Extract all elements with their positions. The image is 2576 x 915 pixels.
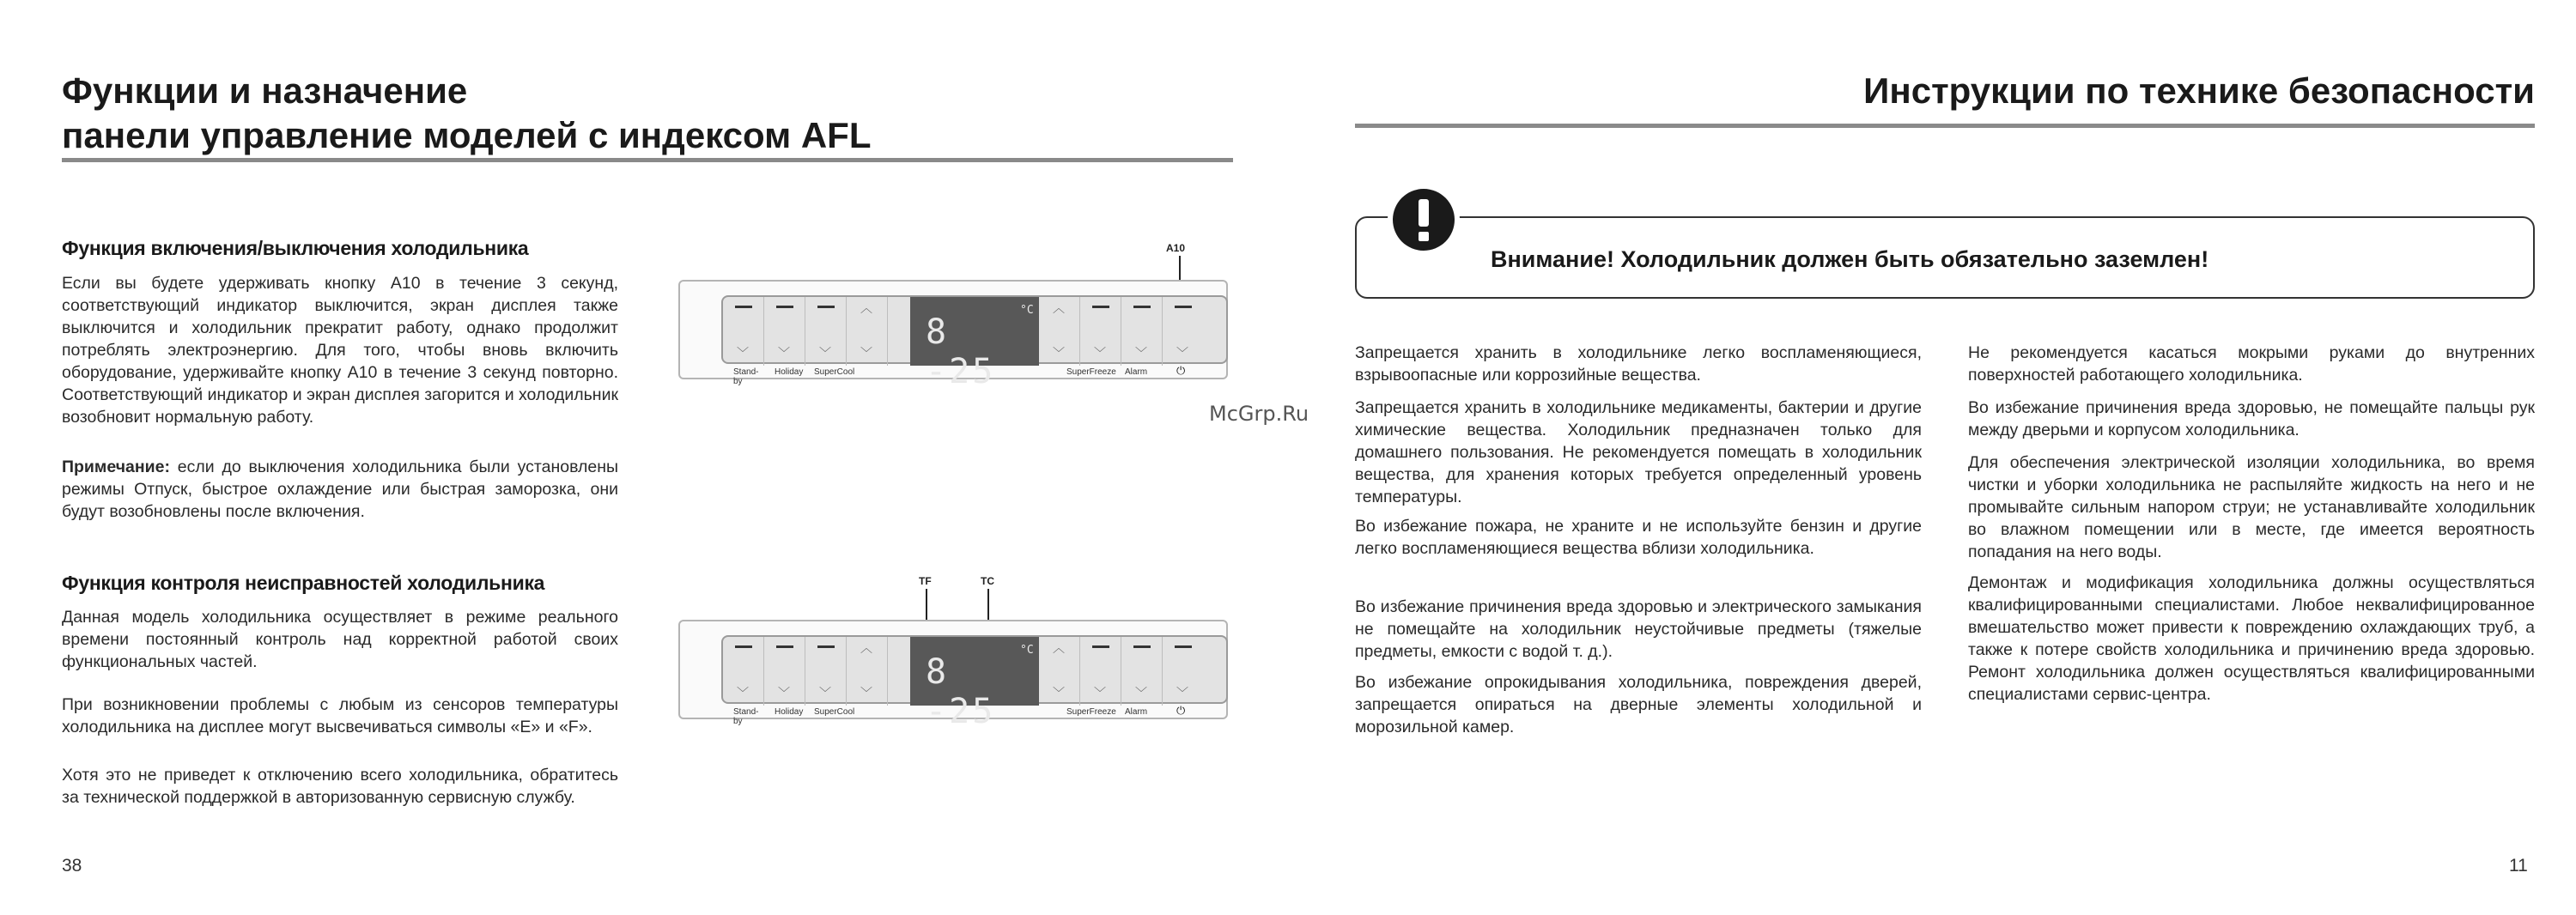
freezer-temp-button: ︿ ﹀	[1039, 297, 1080, 366]
callout-a10: A10	[1166, 242, 1186, 254]
temperature-display	[910, 637, 1039, 731]
callout-tf: TF	[919, 575, 932, 587]
warning-exclamation-icon	[1388, 184, 1460, 256]
alarm-button: ﹀	[1121, 637, 1163, 706]
section-diagnostics-paragraph-2: При возникновении проблемы с любым из сенсоров температуры холодильника на дисплее могут высвечиваться символы «E» и «F».	[62, 695, 618, 736]
display-digits: 8 -25	[926, 652, 996, 731]
safety-col2-paragraph-3: Для обеспечения электрической изоляции холодильника, во время чистки и уборки холодильника не распыляйте жидкость на него и не промывайте сильным напором струи; не устанавливайте холодильник во влажном помещении или в месте, где имеется вероятность попадания на него воды.	[1968, 453, 2535, 561]
holiday-button: ﹀	[764, 297, 805, 366]
safety-col1-paragraph-1: Запрещается хранить в холодильнике легко воспламеняющиеся, взрывоопасные или коррозийные вещества.	[1355, 343, 1922, 385]
warning-text: Внимание! Холодильник должен быть обязательно заземлен!	[1491, 246, 2209, 272]
callout-tc: TC	[981, 575, 994, 587]
label-holiday: Holiday	[775, 367, 804, 377]
label-supercool: SuperCool	[814, 707, 855, 717]
page-number-left: 38	[62, 856, 82, 876]
section-power-paragraph: Если вы будете удерживать кнопку A10 в течение 3 секунд, соответствующий индикатор выключится, экран дисплея также выключится и холодильник прекратит работу, однако продолжит потреблять электроэнергию. Для того, чтобы вновь включить оборудование, удерживайте кнопку A10 в течение 3 секунд повторно. Соответствующий индикатор и экран дисплея загорится и холодильник возобновит нормальную работу.	[62, 274, 618, 427]
page-number-right: 11	[2509, 856, 2528, 876]
power-icon: ⏻	[1176, 704, 1186, 717]
right-page	[1305, 0, 2576, 915]
temperature-display	[910, 297, 1039, 391]
safety-col2-paragraph-2: Во избежание причинения вреда здоровью, не помещайте пальцы рук между дверьми и корпусом холодильника.	[1968, 398, 2535, 439]
standby-button: ﹀	[723, 297, 764, 366]
title-rule	[62, 158, 1233, 162]
watermark: McGrp.Ru	[1209, 402, 1309, 426]
label-supercool: SuperCool	[814, 367, 855, 377]
supercool-button: ﹀	[805, 297, 847, 366]
section-power-title: Функция включения/выключения холодильника	[62, 237, 529, 259]
a10-power-button: ﹀	[1163, 637, 1204, 706]
label-standby: Stand-by	[733, 367, 759, 386]
fridge-temp-up-button: ︿ ﹀	[847, 297, 888, 366]
label-superfreeze: SuperFreeze	[1066, 367, 1116, 377]
freezer-temp-button: ︿ ﹀	[1039, 637, 1080, 706]
section-power-note	[62, 456, 618, 523]
label-holiday: Holiday	[775, 707, 804, 717]
note-label: Примечание:	[62, 458, 170, 476]
section-diagnostics-title: Функция контроля неисправностей холодильника	[62, 572, 545, 594]
fridge-temp-up-button: ︿ ﹀	[847, 637, 888, 706]
left-page	[0, 0, 1271, 915]
superfreeze-button: ﹀	[1080, 637, 1121, 706]
supercool-button: ﹀	[805, 637, 847, 706]
safety-col1-paragraph-4: Во избежание причинения вреда здоровью и электрического замыкания не помещайте на холодильник неустойчивые предметы (тяжелые предметы, емкости с водой т. д.).	[1355, 597, 1922, 661]
a10-power-button: ﹀	[1163, 297, 1204, 366]
label-alarm: Alarm	[1125, 367, 1148, 377]
note-text: если до выключения холодильника были установлены режимы Отпуск, быстрое охлаждение или быстрая заморозка, они будут возобновлены после включения.	[62, 458, 618, 521]
display-degree: °C	[1020, 304, 1034, 317]
section-diagnostics-paragraph-1: Данная модель холодильника осуществляет в режиме реального времени постоянный контроль над корректной работой своих функциональных частей.	[62, 608, 618, 671]
safety-col1-paragraph-3: Во избежание пожара, не храните и не используйте бензин и другие легко воспламеняющиеся вещества вблизи холодильника.	[1355, 517, 1922, 558]
holiday-button: ﹀	[764, 637, 805, 706]
left-page-title: Функции и назначение панели управление моделей с индексом AFL	[62, 70, 872, 155]
standby-button: ﹀	[723, 637, 764, 706]
alarm-button: ﹀	[1121, 297, 1163, 366]
safety-col1-paragraph-2: Запрещается хранить в холодильнике медикаменты, бактерии и другие химические вещества. Холодильник предназначен только для домашнего пользования. Не рекомендуется помещать в холодильник вещества, для хранения которых требуется определенный уровень температуры.	[1355, 398, 1922, 506]
superfreeze-button: ﹀	[1080, 297, 1121, 366]
display-digits: 8 -25	[926, 312, 996, 391]
label-standby: Stand-by	[733, 707, 759, 726]
label-alarm: Alarm	[1125, 707, 1148, 717]
display-degree: °C	[1020, 644, 1034, 657]
right-page-title: Инструкции по технике безопасности	[1863, 70, 2535, 111]
label-superfreeze: SuperFreeze	[1066, 707, 1116, 717]
safety-col2-paragraph-4: Демонтаж и модификация холодильника должны осуществляться квалифицированными специалистами. Любое неквалифицированное вмешательство может привести к повреждению охлаждающих труб, а также к потере свойств холодильника и причинению вреда здоровью. Ремонт холодильника должен осуществляться квалифицированными специалистами сервис-центра.	[1968, 573, 2535, 704]
section-diagnostics-paragraph-3: Хотя это не приведет к отключению всего холодильника, обратитесь за технической поддержкой в авторизованную сервисную службу.	[62, 766, 618, 807]
title-rule	[1355, 124, 2535, 128]
power-icon: ⏻	[1176, 364, 1186, 377]
safety-col2-paragraph-1: Не рекомендуется касаться мокрыми руками до внутренних поверхностей работающего холодильника.	[1968, 343, 2535, 385]
safety-col1-paragraph-5: Во избежание опрокидывания холодильника, повреждения дверей, запрещается опираться на дверные элементы холодильной и морозильной камер.	[1355, 673, 1922, 736]
